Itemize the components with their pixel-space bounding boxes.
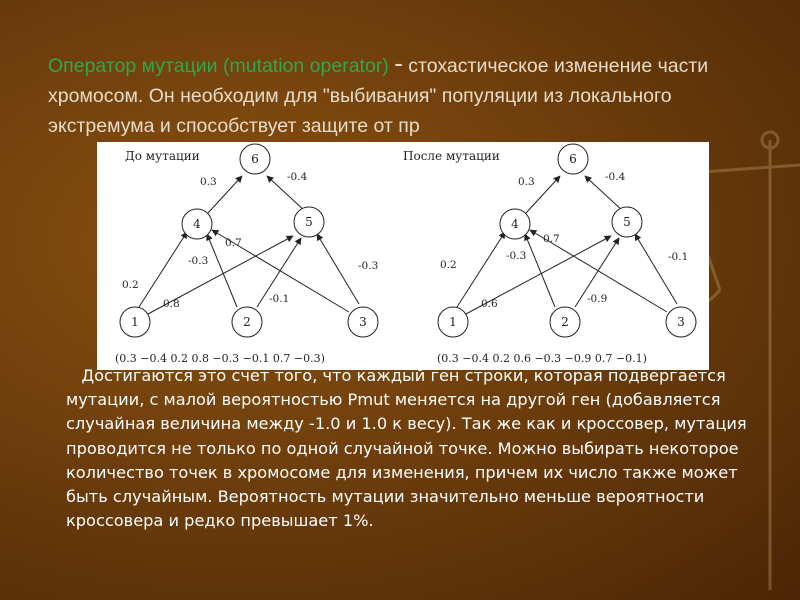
weight-label: 0.8: [163, 298, 180, 310]
weight-label: 0.2: [122, 279, 139, 291]
node-label: 3: [677, 315, 685, 329]
node-label: 6: [251, 152, 259, 166]
mutation-diagram-figure: [97, 142, 709, 370]
weight-label: 0.7: [225, 237, 242, 249]
weight-label: -0.1: [269, 293, 290, 305]
heading-highlight: Оператор мутации (mutation operator): [48, 55, 389, 77]
diagram-title: После мутации: [403, 149, 500, 163]
weight-label: -0.3: [358, 260, 379, 272]
weight-label: -0.4: [287, 171, 308, 183]
node-label: 2: [243, 315, 251, 329]
node-label: 3: [359, 315, 367, 329]
weight-label: -0.4: [605, 171, 626, 183]
diagram-before: [115, 144, 378, 365]
diagram-title: До мутации: [125, 149, 200, 163]
heading-rest: стохастическое изменение части хромосом. Он необходим для "выбивания" популяции из локального экстремума и способствует защите от пр: [48, 55, 709, 137]
weight-label: -0.3: [188, 255, 209, 267]
weight-label: 0.2: [440, 259, 457, 271]
chromosome-string: (0.3 −0.4 0.2 0.6 −0.3 −0.9 0.7 −0.1): [437, 352, 647, 365]
diagram-after: [403, 144, 696, 365]
node-label: 2: [561, 315, 569, 329]
node-label: 4: [511, 217, 519, 231]
weight-label: 0.6: [481, 298, 498, 310]
node-label: 6: [569, 152, 577, 166]
weight-label: 0.7: [543, 233, 560, 245]
node-label: 5: [305, 215, 313, 229]
weight-label: 0.3: [200, 176, 217, 188]
weight-label: -0.3: [506, 250, 527, 262]
weight-label: -0.9: [587, 293, 608, 305]
node-label: 1: [449, 315, 457, 329]
slide-heading: [48, 48, 758, 141]
node-label: 4: [193, 217, 201, 231]
mutation-diagrams-svg: [97, 142, 709, 370]
slide-body-text: Достигаются это счет того, что каждый ген строки, которая подвергается мутации, с малой вероятностью Pmut меняется на другой ген (добавляется случайная величина между -1.0 и 1.0 к весу). Так же как и кроссовер, мутация проводится не только по одной случайной точке. Можно выбирать некоторое количество точек в хромосоме для изменения, причем их число также может быть случайным. Вероятность мутации значительно меньше вероятности кроссовера и редко превышает 1%.: [66, 366, 752, 531]
node-label: 1: [131, 315, 139, 329]
weight-label: 0.3: [518, 176, 535, 188]
chromosome-string: (0.3 −0.4 0.2 0.8 −0.3 −0.1 0.7 −0.3): [115, 352, 325, 365]
heading-dash: -: [394, 48, 403, 78]
node-label: 5: [623, 215, 631, 229]
weight-label: -0.1: [668, 251, 689, 263]
